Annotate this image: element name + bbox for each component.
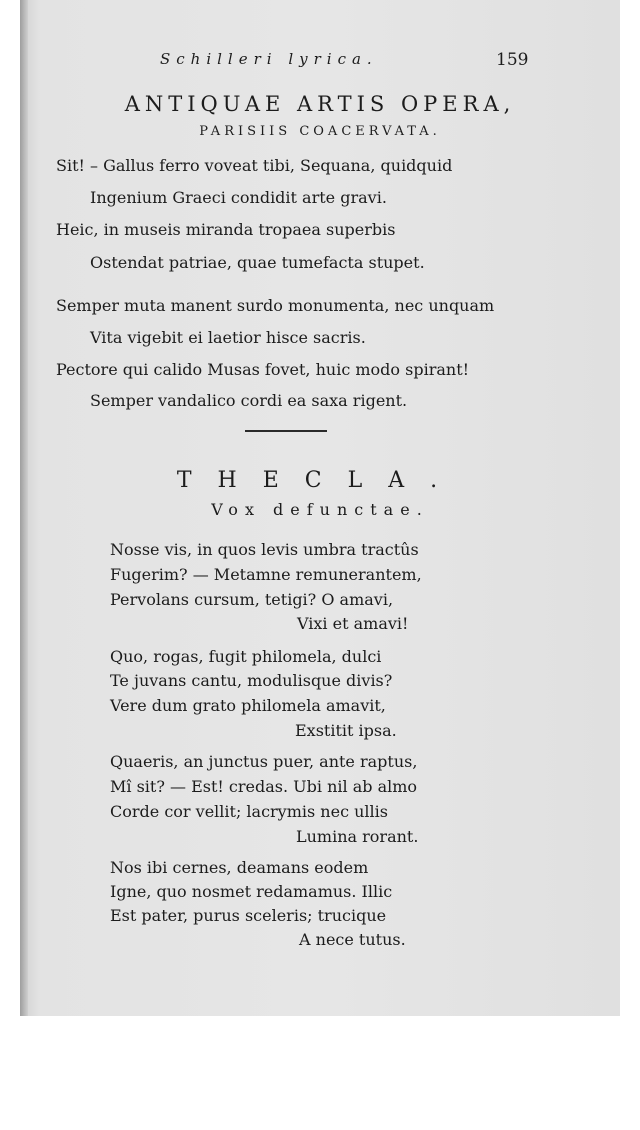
verse-line: Ostendat patriae, quae tumefacta stupet. <box>90 253 425 272</box>
verse-line: Igne, quo nosmet redamamus. Illic <box>110 882 393 901</box>
poem-subtitle: Vox defunctae. <box>211 500 429 519</box>
verse-line: Lumina rorant. <box>296 827 419 846</box>
verse-line: Corde cor vellit; lacrymis nec ullis <box>110 802 388 821</box>
verse-line: A nece tutus. <box>299 930 406 949</box>
verse-line: Pectore qui calido Musas fovet, huic modo spirant! <box>56 360 470 379</box>
poem-title: ANTIQUAE ARTIS OPERA, <box>124 92 516 116</box>
verse-line: Est pater, purus sceleris; trucique <box>110 906 387 925</box>
verse-line: Vixi et amavi! <box>297 614 409 633</box>
verse-line: Semper vandalico cordi ea saxa rigent. <box>90 391 408 410</box>
verse-line: Te juvans cantu, modulisque divis? <box>110 671 393 690</box>
verse-line: Nos ibi cernes, deamans eodem <box>110 858 369 877</box>
poem-subtitle: PARISIIS COACERVATA. <box>199 124 441 139</box>
verse-line: Ingenium Graeci condidit arte gravi. <box>90 188 387 207</box>
verse-line: Sit! – Gallus ferro voveat tibi, Sequana, quidquid <box>56 156 453 175</box>
page-number: 159 <box>496 50 529 70</box>
verse-line: Exstitit ipsa. <box>295 721 397 740</box>
verse-line: Pervolans cursum, tetigi? O amavi, <box>110 590 394 609</box>
verse-line: Heic, in museis miranda tropaea superbis <box>56 220 396 239</box>
verse-line: Mî sit? — Est! credas. Ubi nil ab almo <box>110 777 418 796</box>
verse-line: Quaeris, an junctus puer, ante raptus, <box>110 752 418 771</box>
section-divider <box>245 430 327 432</box>
verse-line: Fugerim? — Metamne remunerantem, <box>110 565 422 584</box>
verse-line: Quo, rogas, fugit philomela, dulci <box>110 647 382 666</box>
running-head: Schilleri lyrica. <box>160 50 378 68</box>
book-page <box>20 0 620 1016</box>
verse-line: Nosse vis, in quos levis umbra tractûs <box>110 540 419 559</box>
verse-line: Vita vigebit ei laetior hisce sacris. <box>90 328 366 347</box>
verse-line: Semper muta manent surdo monumenta, nec unquam <box>56 296 495 315</box>
poem-title: THECLA. <box>176 468 464 493</box>
verse-line: Vere dum grato philomela amavit, <box>110 696 386 715</box>
